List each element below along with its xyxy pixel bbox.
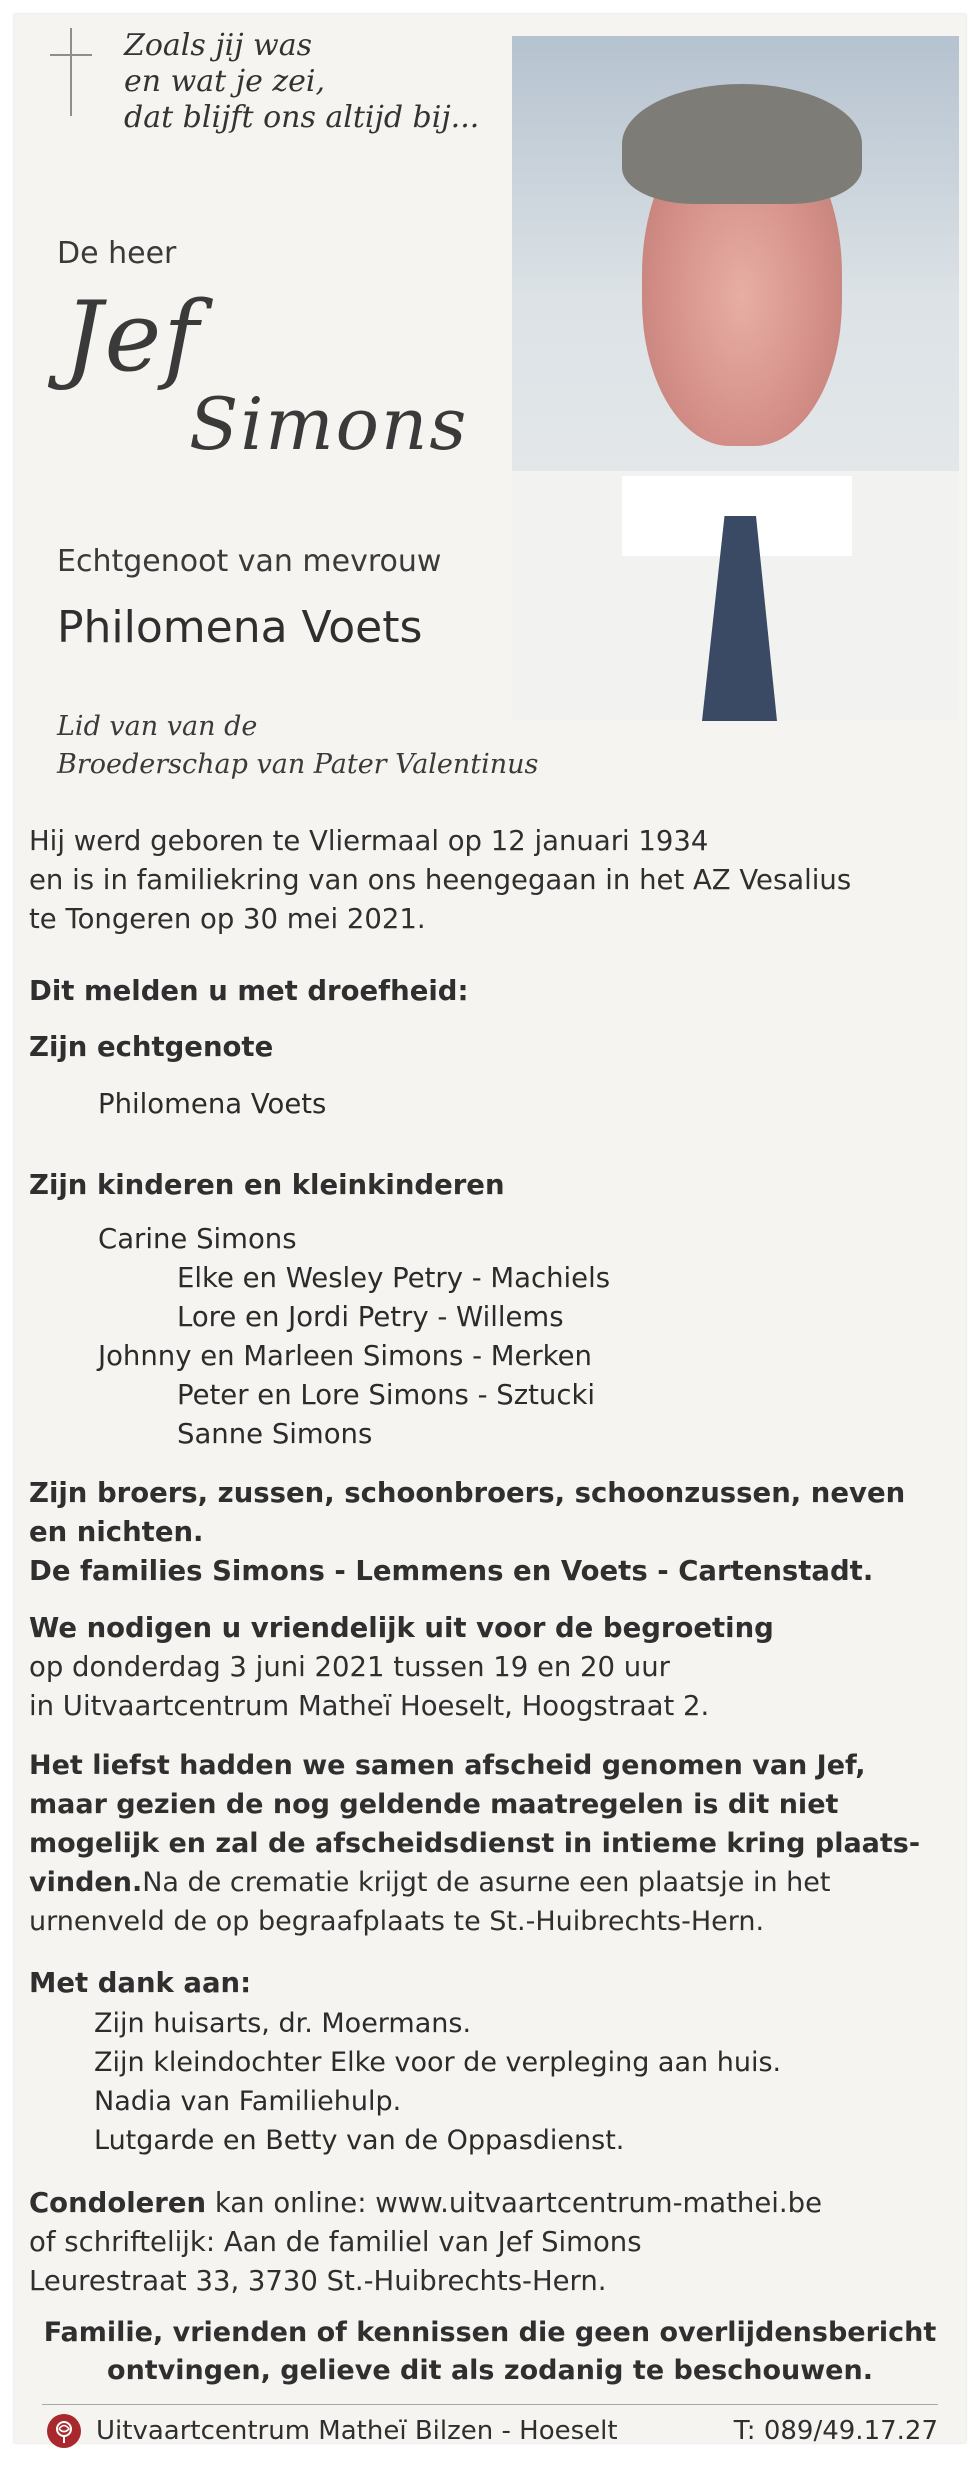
info-line: te Tongeren op 30 mei 2021. [29, 903, 426, 935]
grandchild-entry: Lore en Jordi Petry - Willems [177, 1301, 564, 1333]
thanks-item: Zijn kleindochter Elke voor de verpleging aan huis. [94, 2047, 782, 2078]
info-line: Hij werd geboren te Vliermaal op 12 januari 1934 [29, 825, 709, 857]
farewell-notice [29, 1746, 954, 1941]
siblings-line: en nichten. [29, 1516, 204, 1548]
child-entry: Johnny en Marleen Simons - Merken [98, 1340, 592, 1372]
thanks-list [94, 2004, 781, 2160]
farewell-line: Het liefst hadden we samen afscheid genomen van Jef, [29, 1750, 866, 1781]
grandchild-entry: Peter en Lore Simons - Sztucki [177, 1379, 596, 1411]
cross-icon [70, 28, 72, 116]
funeral-home-name: Uitvaartcentrum Matheï Bilzen - Hoeselt [96, 2416, 618, 2446]
grandchild-entry: Sanne Simons [177, 1418, 373, 1450]
footnote [14, 2314, 966, 2390]
membership-line: Broederschap van Pater Valentinus [57, 749, 539, 780]
deceased-first-name: Jef [64, 281, 201, 393]
spouse-intro: Echtgenoot van mevrouw [57, 544, 442, 579]
condolence-info [29, 2184, 954, 2301]
condolence-label: Condoleren [29, 2187, 207, 2219]
birth-death-info [29, 822, 954, 939]
greeting-line: in Uitvaartcentrum Matheï Hoeselt, Hoogstraat 2. [29, 1690, 710, 1722]
motto-line: Zoals jij was [124, 28, 313, 63]
farewell-line: mogelijk en zal de afscheidsdienst in intieme kring plaats- [29, 1828, 921, 1859]
farewell-line: urnenveld de op begraafplaats te St.-Huibrechts-Hern. [29, 1906, 765, 1937]
membership-line: Lid van van de [57, 711, 258, 742]
thanks-item: Zijn huisarts, dr. Moermans. [94, 2008, 472, 2039]
cross-icon-bar [50, 54, 92, 56]
thanks-item: Nadia van Familiehulp. [94, 2086, 402, 2117]
condolence-url[interactable]: kan online: www.uitvaartcentrum-mathei.be [206, 2187, 823, 2219]
info-line: en is in familiekring van ons heengegaan in het AZ Vesalius [29, 864, 852, 896]
thanks-item: Lutgarde en Betty van de Oppasdienst. [94, 2125, 625, 2156]
condolence-line [29, 2184, 954, 2223]
deceased-last-name: Simons [189, 382, 469, 466]
farewell-bold: vinden. [29, 1867, 143, 1898]
motto-line: en wat je zei, [124, 64, 326, 99]
condolence-address: Leurestraat 33, 3730 St.-Huibrechts-Hern. [29, 2265, 607, 2297]
siblings-line: De families Simons - Lemmens en Voets - Cartenstadt. [29, 1555, 874, 1587]
children-label: Zijn kinderen en kleinkinderen [29, 1169, 505, 1201]
footnote-line: ontvingen, gelieve dit als zodanig te beschouwen. [107, 2355, 873, 2386]
announce-heading: Dit melden u met droefheid: [29, 975, 469, 1007]
farewell-line: maar gezien de nog geldende maatregelen is dit niet [29, 1789, 839, 1820]
rose-logo-icon [47, 2414, 81, 2448]
footnote-line: Familie, vrienden of kennissen die geen overlijdensbericht [43, 2317, 937, 2348]
membership [57, 708, 538, 784]
farewell-line [29, 1863, 954, 1902]
greeting-info [29, 1609, 954, 1726]
obituary-card [14, 14, 966, 2446]
condolence-line: of schriftelijk: Aan de familiel van Jef Simons [29, 2226, 642, 2258]
spouse-name: Philomena Voets [57, 602, 423, 653]
motto-line: dat blijft ons altijd bij... [124, 100, 480, 135]
siblings-line: Zijn broers, zussen, schoonbroers, schoonzussen, neven [29, 1477, 906, 1509]
phone-number: T: 089/49.17.27 [733, 2416, 938, 2446]
greeting-line: op donderdag 3 juni 2021 tussen 19 en 20 uur [29, 1651, 670, 1683]
portrait-photo [512, 36, 959, 721]
spouse-label: Zijn echtgenote [29, 1031, 274, 1063]
honorific: De heer [57, 236, 177, 271]
siblings [29, 1474, 954, 1591]
farewell-rest: Na de crematie krijgt de asurne een plaatsje in het [142, 1867, 831, 1898]
child-entry: Carine Simons [98, 1223, 297, 1255]
thanks-label: Met dank aan: [29, 1967, 252, 1999]
divider [42, 2404, 938, 2405]
grandchild-entry: Elke en Wesley Petry - Machiels [177, 1262, 611, 1294]
spouse-entry: Philomena Voets [98, 1088, 327, 1120]
motto [124, 28, 524, 136]
greeting-lead: We nodigen u vriendelijk uit voor de begroeting [29, 1612, 774, 1644]
